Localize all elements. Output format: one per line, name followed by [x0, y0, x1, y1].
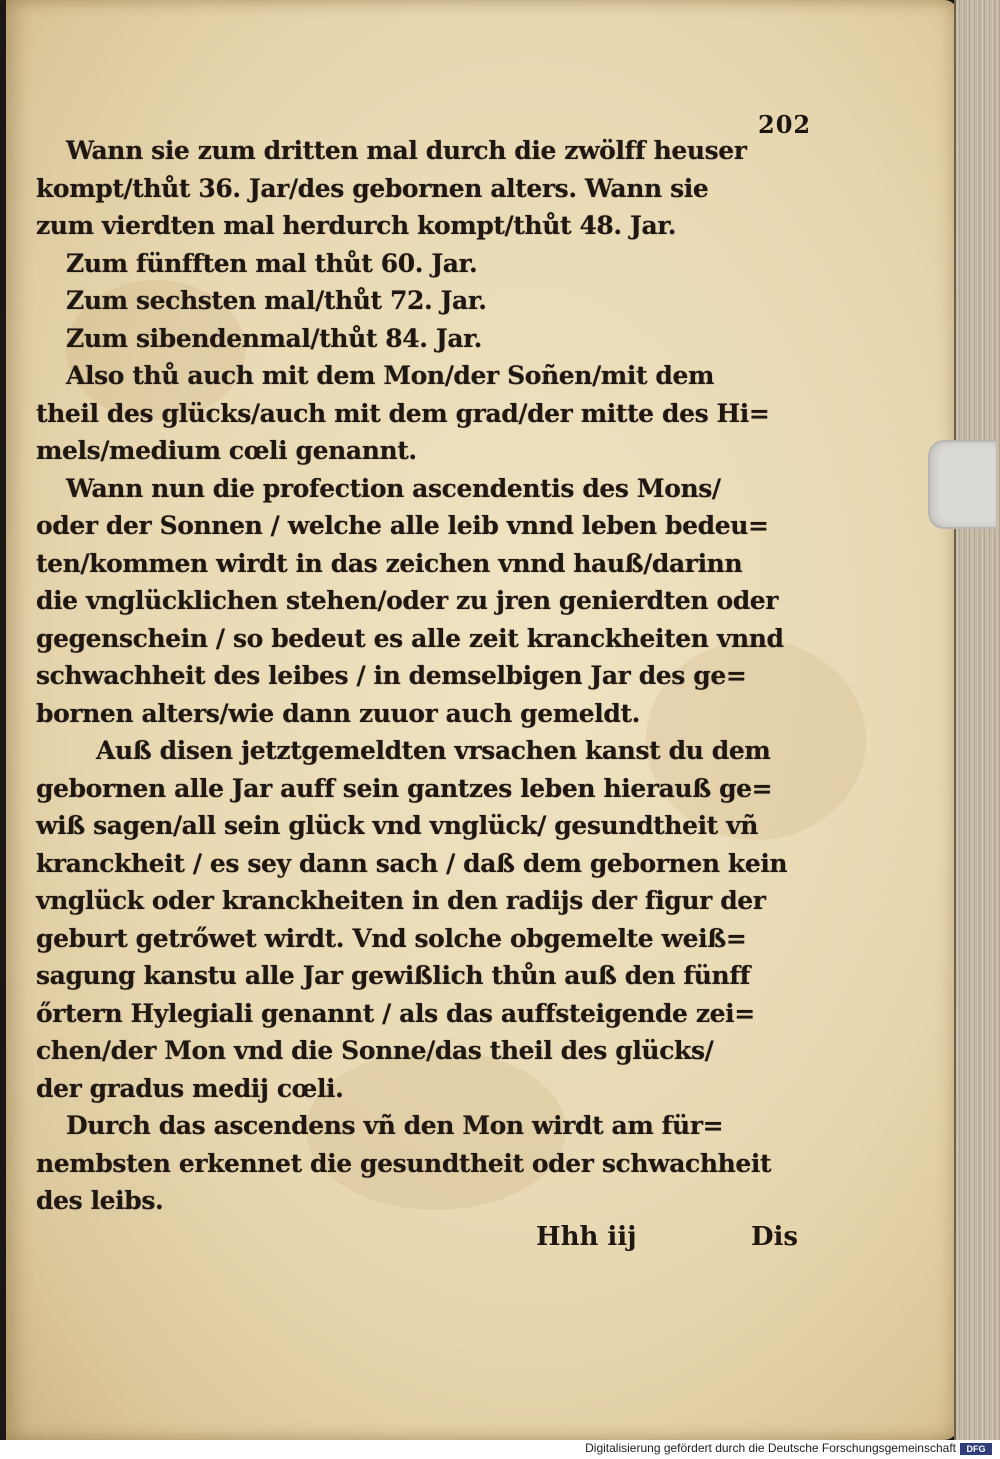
text-line: ten/kommen wirdt in das zeichen vnnd hauß/darinn	[36, 548, 743, 578]
footer-credit: Digitalisierung gefördert durch die Deutsche Forschungsgemeinschaft	[585, 1441, 956, 1455]
catchword: Dis	[751, 1222, 799, 1252]
book-page-edges	[954, 0, 1000, 1440]
text-line: őrtern Hylegiali genannt / als das auffsteigende zei=	[36, 998, 755, 1028]
text-line: gegenschein / so bedeut es alle zeit kranckheiten vnnd	[36, 623, 784, 653]
text-line: vnglück oder kranckheiten in den radijs der figur der	[36, 886, 766, 915]
text-line: geburt getrőwet wirdt. Vnd solche obgemelte weiß=	[36, 923, 747, 953]
book-page	[6, 0, 958, 1440]
dfg-logo-icon: DFG	[960, 1443, 992, 1455]
signature-mark: Hhh iij	[536, 1222, 637, 1252]
text-line: Also thů auch mit dem Mon/der Soñen/mit dem	[66, 361, 715, 390]
text-line: schwachheit des leibes / in demselbigen Jar des ge=	[36, 661, 747, 690]
text-line: Zum fünfften mal thůt 60. Jar.	[66, 248, 478, 278]
text-line: mels/medium cœli genannt.	[36, 436, 417, 465]
text-line: Durch das ascendens vñ den Mon wirdt am für=	[66, 1111, 724, 1140]
text-line: theil des glücks/auch mit dem grad/der mitte des Hi=	[36, 398, 770, 428]
text-line: gebornen alle Jar auff sein gantzes leben hierauß ge=	[36, 773, 773, 803]
text-line: nembsten erkennet die gesundtheit oder schwachheit	[36, 1148, 772, 1178]
text-line: kranckheit / es sey dann sach / daß dem gebornen kein	[36, 848, 788, 878]
text-line: zum vierdten mal herdurch kompt/thůt 48. Jar.	[36, 211, 677, 240]
text-line: chen/der Mon vnd die Sonne/das theil des glücks/	[36, 1036, 714, 1065]
page-text-block	[36, 132, 816, 1220]
text-line: kompt/thůt 36. Jar/des gebornen alters. Wann sie	[36, 173, 709, 203]
text-line: Wann sie zum dritten mal durch die zwölff heuser	[66, 136, 747, 165]
text-line: Zum sechsten mal/thůt 72. Jar.	[66, 286, 487, 315]
text-line: wiß sagen/all sein glück vnd vnglück/ gesundtheit vñ	[36, 811, 759, 840]
text-line: Zum sibendenmal/thůt 84. Jar.	[66, 323, 482, 353]
text-line: des leibs.	[36, 1186, 164, 1215]
page-clip	[928, 440, 996, 529]
text-line: oder der Sonnen / welche alle leib vnnd leben bedeu=	[36, 511, 769, 540]
folio-number: 202	[758, 110, 812, 139]
text-line: Auß disen jetztgemeldten vrsachen kanst du dem	[96, 736, 771, 765]
text-line: der gradus medij cœli.	[36, 1073, 344, 1103]
text-line: Wann nun die profection ascendentis des Mons/	[66, 473, 721, 503]
text-line: sagung kanstu alle Jar gewißlich thůn auß den fünff	[36, 961, 751, 990]
text-line: bornen alters/wie dann zuuor auch gemeldt.	[36, 698, 640, 728]
text-line: die vnglücklichen stehen/oder zu jren genierdten oder	[36, 586, 779, 615]
footer-bar	[0, 1440, 1000, 1459]
